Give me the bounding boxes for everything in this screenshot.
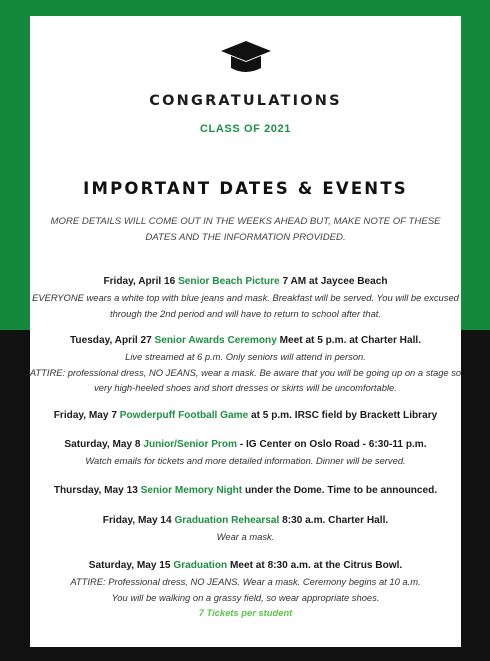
- event-date: Tuesday, April 27: [70, 335, 152, 346]
- event-headline: [30, 274, 461, 290]
- event-date: Saturday, May 15: [88, 560, 171, 571]
- announcement-card: [30, 16, 461, 647]
- event-headline: [30, 513, 461, 529]
- event-details: Live streamed at 6 p.m. Only seniors will attend in person.: [125, 351, 366, 362]
- event-details: Wear a mask.: [216, 531, 275, 542]
- event-headline: [30, 483, 461, 499]
- class-year-subtitle: CLASS OF 2021: [200, 123, 291, 135]
- event-headline: [30, 333, 461, 349]
- tickets-note: 7 Tickets per student: [198, 607, 293, 618]
- event-name: Graduation Rehearsal: [174, 515, 280, 526]
- event-senior-beach-picture: [30, 274, 461, 321]
- event-graduation-rehearsal: [30, 513, 461, 545]
- section-heading: IMPORTANT DATES & EVENTS: [83, 179, 408, 198]
- event-date: Thursday, May 13: [53, 485, 138, 496]
- event-details: EVERYONE wears a white top with blue jeans and mask. Breakfast will be served. You will be excused through the 2nd period and will have to return to school after that.: [32, 292, 459, 319]
- event-name: Graduation: [173, 560, 228, 571]
- event-name: Senior Awards Ceremony: [154, 335, 277, 346]
- event-details: You will be walking on a grassy field, so wear appropriate shoes.: [111, 591, 380, 603]
- event-info: 7 AM at Jaycee Beach: [282, 276, 388, 287]
- event-date: Friday, April 16: [103, 276, 176, 287]
- event-junior-senior-prom: [30, 437, 461, 469]
- congratulations-title: CONGRATULATIONS: [149, 93, 342, 109]
- section-note: MORE DETAILS WILL COME OUT IN THE WEEKS AHEAD BUT, MAKE NOTE OF THESE DATES AND THE INFORMATION PROVIDED.: [50, 216, 441, 243]
- event-graduation: [30, 558, 461, 621]
- event-info: at 5 p.m. IRSC field by Brackett Library: [251, 410, 438, 421]
- event-headline: [30, 408, 461, 424]
- event-attire: ATTIRE: Professional dress, NO JEANS. Wear a mask. Ceremony begins at 10 a.m.: [70, 576, 421, 587]
- event-details: Watch emails for tickets and more detailed information. Dinner will be served.: [85, 455, 406, 466]
- event-info: - IG Center on Oslo Road - 6:30-11 p.m.: [239, 439, 427, 450]
- event-date: Saturday, May 8: [64, 439, 141, 450]
- event-info: Meet at 5 p.m. at Charter Hall.: [279, 335, 421, 346]
- event-info: 8:30 a.m. Charter Hall.: [282, 515, 389, 526]
- event-name: Powderpuff Football Game: [119, 410, 249, 421]
- event-info: Meet at 8:30 a.m. at the Citrus Bowl.: [230, 560, 403, 571]
- event-name: Senior Beach Picture: [178, 276, 280, 287]
- event-name: Junior/Senior Prom: [143, 439, 237, 450]
- event-attire: ATTIRE: professional dress, NO JEANS, wear a mask. Be aware that you will be going up on a stage so very high-heeled shoes and short dresses or skirts will be uncomfortable.: [29, 366, 462, 393]
- event-name: Senior Memory Night: [140, 485, 243, 496]
- event-date: Friday, May 14: [102, 515, 172, 526]
- event-headline: [30, 437, 461, 453]
- event-senior-memory-night: [30, 483, 461, 499]
- event-senior-awards-ceremony: [30, 333, 461, 396]
- event-headline: [30, 558, 461, 574]
- event-info: under the Dome. Time to be announced.: [244, 485, 438, 496]
- graduation-cap-icon: [220, 38, 272, 78]
- event-date: Friday, May 7: [53, 410, 117, 421]
- event-powderpuff-football-game: [30, 408, 461, 424]
